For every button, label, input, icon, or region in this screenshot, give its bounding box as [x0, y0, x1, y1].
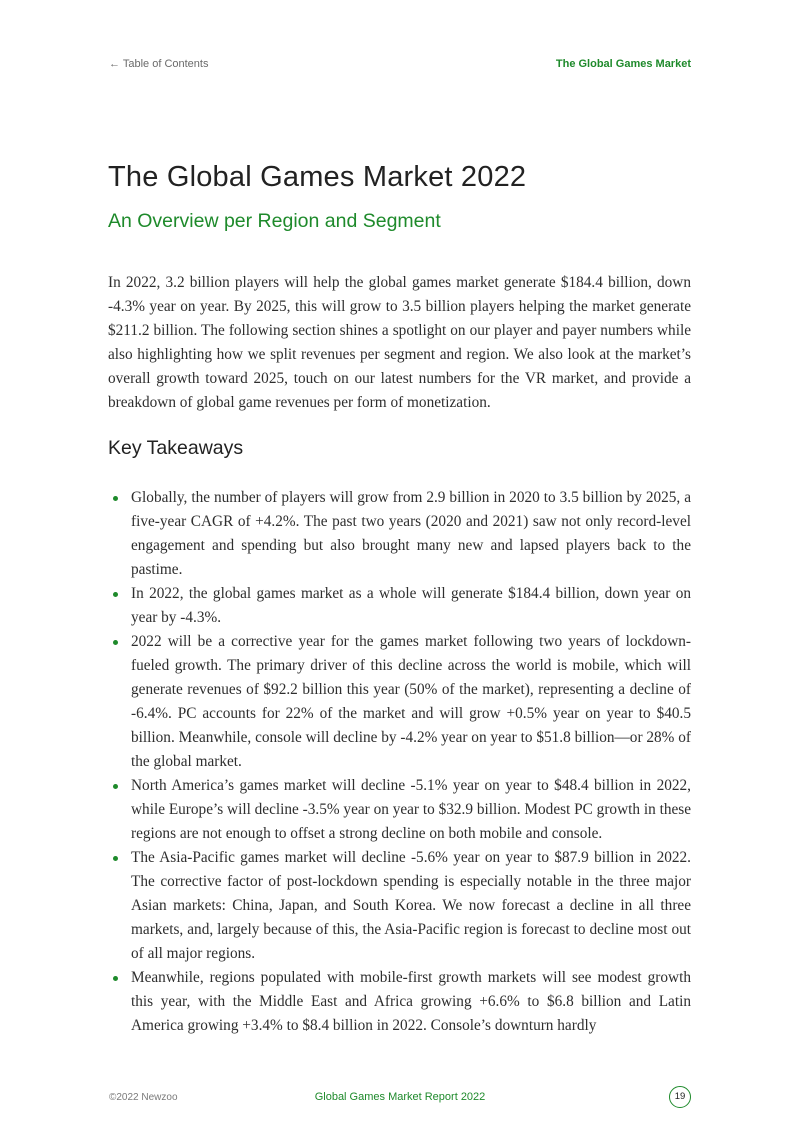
key-takeaways-heading: Key Takeaways	[108, 437, 244, 459]
page-footer	[109, 1086, 691, 1110]
list-item: In 2022, the global games market as a whole will generate $184.4 billion, down year on year by -4.3%.	[108, 582, 691, 630]
page-header	[109, 58, 691, 74]
list-item: 2022 will be a corrective year for the games market following two years of lockdown-fueled growth. The primary driver of this decline across the world is mobile, which will generate revenues of $92.2 billion this year (50% of the market), representing a decline of -6.4%. PC accounts for 22% of the market and will grow +0.5% year on year to $40.5 billion. Meanwhile, console will decline by -4.2% year on year to $51.8 billion—or 28% of the global market.	[108, 630, 691, 774]
list-item: The Asia-Pacific games market will decline -5.6% year on year to $87.9 billion in 2022. The corrective factor of post-lockdown spending is especially notable in the three major Asian markets: China, Japan, and South Korea. We now forecast a decline in all three markets, and, largely because of this, the Asia-Pacific region is forecast to decline most out of all major regions.	[108, 846, 691, 966]
page-subtitle: An Overview per Region and Segment	[108, 210, 441, 232]
key-takeaways-list	[108, 486, 691, 1038]
page-number: 19	[669, 1086, 691, 1108]
report-name: Global Games Market Report 2022	[314, 1091, 486, 1103]
list-item: Globally, the number of players will grow from 2.9 billion in 2020 to 3.5 billion by 2025, a five-year CAGR of +4.2%. The past two years (2020 and 2021) saw not only record-level engagement and spending but also brought many new and lapsed players back to the pastime.	[108, 486, 691, 582]
list-item: Meanwhile, regions populated with mobile-first growth markets will see modest growth this year, with the Middle East and Africa growing +6.6% to $6.8 billion and Latin America growing +3.4% to $8.4 billion in 2022. Console’s downturn hardly	[108, 966, 691, 1038]
intro-paragraph: In 2022, 3.2 billion players will help the global games market generate $184.4 billion, down -4.3% year on year. By 2025, this will grow to 3.5 billion players helping the market generate $211.2 billion. The following section shines a spotlight on our player and payer numbers while also highlighting how we split revenues per segment and region. We also look at the market’s overall growth toward 2025, touch on our latest numbers for the VR market, and provide a breakdown of global game revenues per form of monetization.	[108, 274, 691, 411]
copyright: ©2022 Newzoo	[109, 1092, 178, 1103]
table-of-contents-link[interactable]: ← Table of Contents	[109, 58, 209, 70]
section-name: The Global Games Market	[555, 58, 691, 70]
page-title: The Global Games Market 2022	[108, 161, 527, 193]
list-item: North America’s games market will decline -5.1% year on year to $48.4 billion in 2022, while Europe’s will decline -3.5% year on year to $32.9 billion. Modest PC growth in these regions are not enough to offset a strong decline on both mobile and console.	[108, 774, 691, 846]
